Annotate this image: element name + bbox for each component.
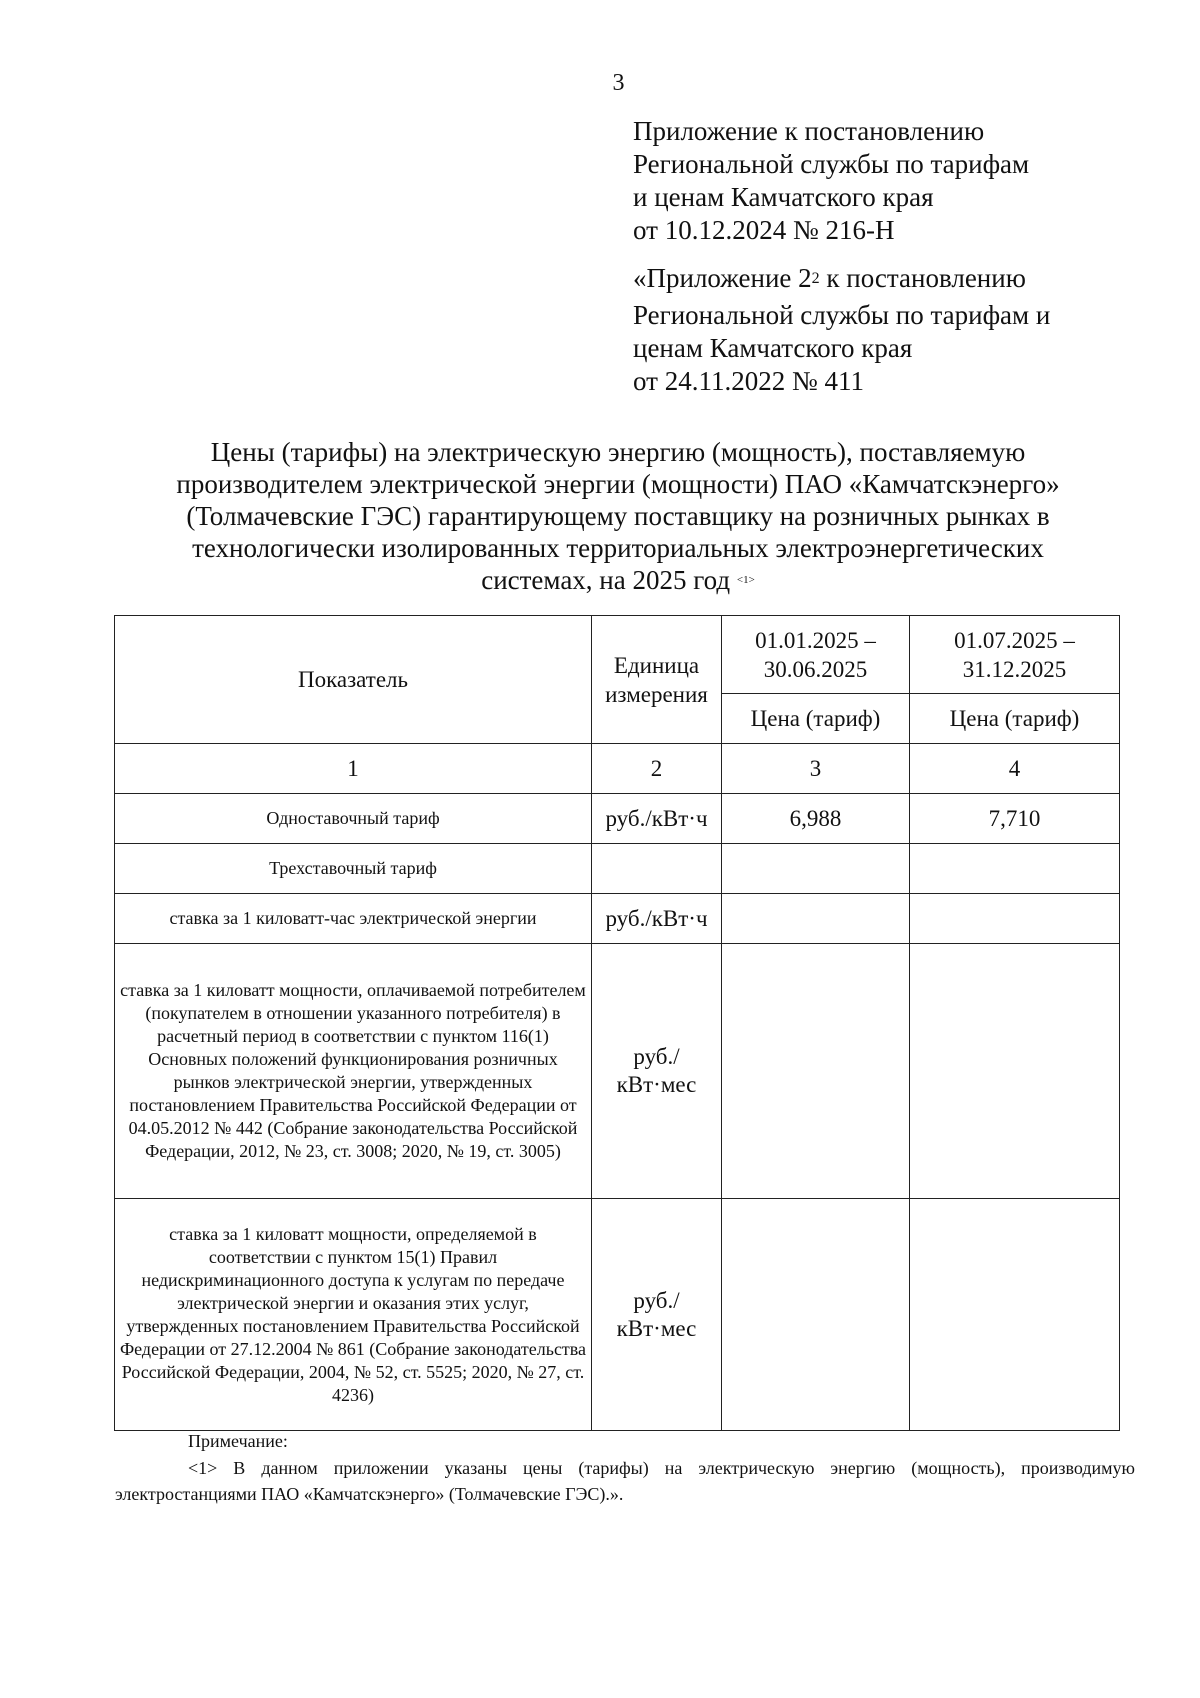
table-row [115,844,1120,894]
note-text: <1> В данном приложении указаны цены (тарифы) на электрическую энергию (мощность), производимую электростанциями ПАО «Камчатскэнерго» (Толмачевские ГЭС).». [115,1458,1135,1504]
appendix-line: и ценам Камчатского края [633,182,934,212]
row-value-period-1: 6,988 [722,794,910,844]
header-indicator: Показатель [115,616,592,744]
title-line: Цены (тарифы) на электрическую энергию (мощность), поставляемую [210,437,1026,467]
appendix-line: от 24.11.2022 № 411 [633,366,864,396]
row-label: ставка за 1 киловатт-час электрической энергии [115,894,592,944]
header-price-1: Цена (тариф) [722,694,910,744]
row-value-period-1 [722,1199,910,1431]
row-value-period-2 [910,944,1120,1199]
column-number: 4 [910,744,1120,794]
column-number: 1 [115,744,592,794]
row-value-period-2 [910,1199,1120,1431]
title-line: производителем электрической энергии (мощности) ПАО «Камчатскэнерго» [176,469,1060,499]
row-label: ставка за 1 киловатт мощности, оплачиваемой потребителем (покупателем в отношении указанного потребителя) в расчетный период в соответствии с пунктом 116(1) Основных положений функционирования розничных рынков электрической энергии, утвержденных постановлением Правительства Российской Федерации от 04.05.2012 № 442 (Собрание законодательства Российской Федерации, 2012, № 23, ст. 3008; 2020, № 19, ст. 3005) [115,944,592,1199]
row-label: Трехставочный тариф [115,844,592,894]
page-number: 3 [612,70,625,96]
appendix-line [633,262,1050,299]
row-label: Одноставочный тариф [115,794,592,844]
row-unit: руб./кВт·ч [592,794,722,844]
table-row [115,944,1120,1199]
original-appendix-reference [633,262,1050,398]
row-value-period-2 [910,844,1120,894]
appendix-line: от 10.12.2024 № 216-Н [633,215,895,245]
title-line: (Толмачевские ГЭС) гарантирующему поставщику на розничных рынках в [186,501,1050,531]
row-label: ставка за 1 киловатт мощности, определяемой в соответствии с пунктом 15(1) Правил недискриминационного доступа к услугам по передаче электрической энергии и оказания этих услуг, утвержденных постановлением Правительства Российской Федерации от 27.12.2004 № 861 (Собрание законодательства Российской Федерации, 2004, № 52, ст. 5525; 2020, № 27, ст. 4236) [115,1199,592,1431]
column-number-row [115,744,1120,794]
row-value-period-1 [722,944,910,1199]
title-line [115,564,1121,602]
table-row [115,1199,1120,1431]
row-unit: руб./кВт·ч [592,894,722,944]
note-title: Примечание: [188,1431,288,1451]
superscript: 2 [811,270,820,287]
row-value-period-1 [722,844,910,894]
appendix-line: Региональной службы по тарифам [633,149,1030,179]
title-text: системах, на 2025 год [481,565,731,595]
row-unit: руб./ кВт·мес [592,944,722,1199]
row-value-period-2 [910,894,1120,944]
document-title [115,436,1121,602]
row-value-period-1 [722,894,910,944]
column-number: 3 [722,744,910,794]
appendix-text: к постановлению [819,263,1026,293]
appendix-line: ценам Камчатского края [633,333,913,363]
table-header-row [115,616,1120,694]
header-price-2: Цена (тариф) [910,694,1120,744]
tariff-table [114,615,1120,1431]
column-number: 2 [592,744,722,794]
header-period-1: 01.01.2025 – 30.06.2025 [722,616,910,694]
appendix-text: «Приложение 2 [633,263,812,293]
appendix-line: Приложение к постановлению [633,116,985,146]
header-period-2: 01.07.2025 – 31.12.2025 [910,616,1120,694]
title-line: технологически изолированных территориальных электроэнергетических [192,533,1044,563]
row-unit [592,844,722,894]
footnote-mark: <1> [736,574,755,586]
appendix-reference [633,115,1029,247]
row-unit: руб./ кВт·мес [592,1199,722,1431]
table-row [115,794,1120,844]
header-unit: Единица измерения [592,616,722,744]
table-row [115,894,1120,944]
appendix-line: Региональной службы по тарифам и [633,300,1051,330]
row-value-period-2: 7,710 [910,794,1120,844]
